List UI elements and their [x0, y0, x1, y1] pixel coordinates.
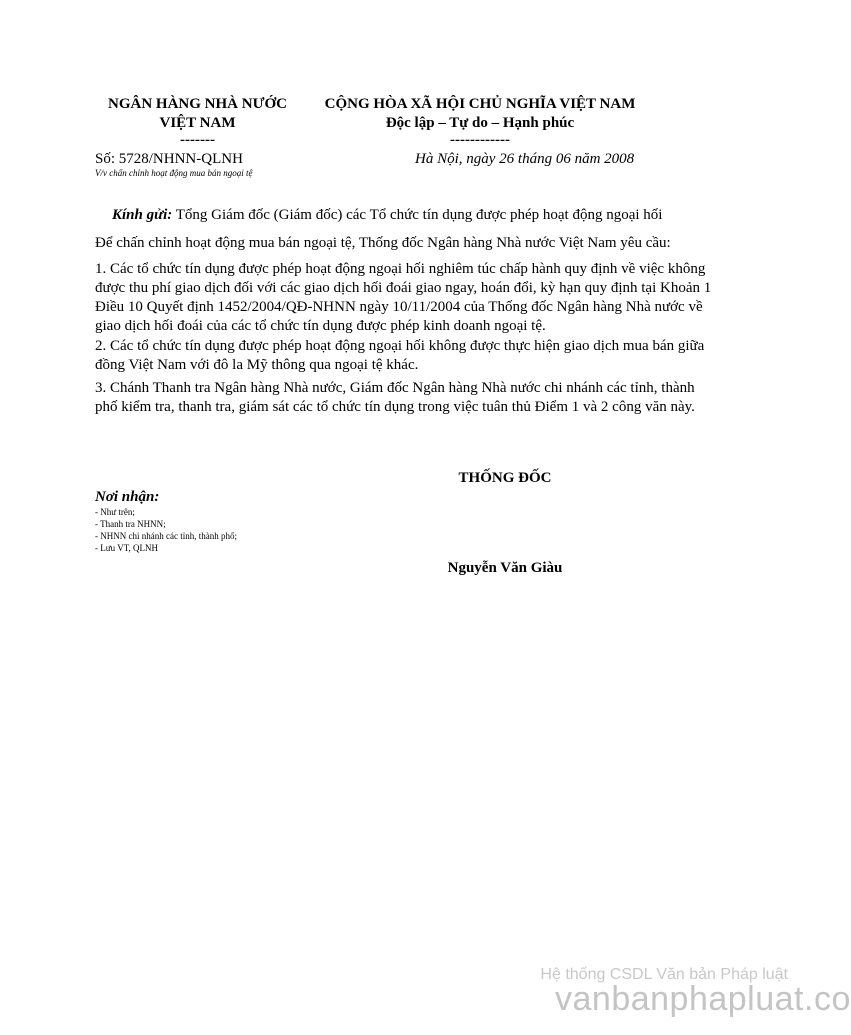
document-number: Số: 5728/NHNN-QLNH [95, 151, 243, 167]
signer-title: THỐNG ĐỐC [458, 470, 552, 486]
recipient-item: - Như trên; [95, 507, 135, 517]
watermark-domain: vanbanphapluat.co [555, 980, 851, 1018]
salutation [112, 206, 732, 225]
issuer-name-line2: VIỆT NAM [159, 115, 236, 131]
recipients-block [95, 488, 237, 554]
item-1-paragraph: 1. Các tổ chức tín dụng được phép hoạt động ngoại hối nghiêm túc chấp hành quy định về việc không được thu phí giao dịch đối với các giao dịch hối đoái giao ngay, hoán đổi, kỳ hạn quy định tại Khoản 1 Điều 10 Quyết định 1452/2004/QĐ-NHNN ngày 10/11/2004 của Thống đốc Ngân hàng Nhà nước về giao dịch hối đoái của các tổ chức tín dụng được phép kinh doanh ngoại tệ. [95, 261, 712, 334]
intro-paragraph: Để chấn chỉnh hoạt động mua bán ngoại tệ, Thống đốc Ngân hàng Nhà nước Việt Nam yêu cầu: [95, 235, 671, 251]
motto-separator: ------------ [450, 132, 510, 148]
national-motto: Độc lập – Tự do – Hạnh phúc [385, 115, 575, 131]
signer-name: Nguyễn Văn Giàu [447, 560, 563, 576]
country-name: CỘNG HÒA XÃ HỘI CHỦ NGHĨA VIỆT NAM [324, 96, 636, 112]
recipient-item: - Thanh tra NHNN; [95, 519, 166, 529]
salutation-text: Tổng Giám đốc (Giám đốc) các Tổ chức tín dụng được phép hoạt động ngoại hối [172, 207, 663, 223]
document-subject: V/v chấn chỉnh hoạt động mua bán ngoại tệ [95, 168, 253, 178]
issuer-name-line1: NGÂN HÀNG NHÀ NƯỚC [107, 96, 288, 112]
recipient-item: - NHNN chi nhánh các tỉnh, thành phố; [95, 531, 237, 541]
place-date: Hà Nội, ngày 26 tháng 06 năm 2008 [415, 151, 635, 167]
issuer-separator: ------- [180, 132, 215, 148]
watermark-caption: Hệ thống CSDL Văn bản Pháp luật [540, 966, 788, 983]
recipients-heading: Nơi nhận: [95, 489, 160, 505]
item-3-paragraph: 3. Chánh Thanh tra Ngân hàng Nhà nước, Giám đốc Ngân hàng Nhà nước chi nhánh các tỉnh, thành phố kiểm tra, thanh tra, giám sát các tổ chức tín dụng trong việc tuân thủ Điểm 1 và 2 công văn này. [95, 380, 695, 415]
salutation-label: Kính gửi: [112, 207, 173, 223]
issuer-block [95, 95, 300, 148]
national-heading-block [300, 95, 660, 148]
recipient-item: - Lưu VT, QLNH [95, 543, 159, 553]
item-2-paragraph: 2. Các tổ chức tín dụng được phép hoạt động ngoại hối không được thực hiện giao dịch mua bán giữa đồng Việt Nam với đô la Mỹ thông qua ngoại tệ khác. [95, 338, 705, 373]
